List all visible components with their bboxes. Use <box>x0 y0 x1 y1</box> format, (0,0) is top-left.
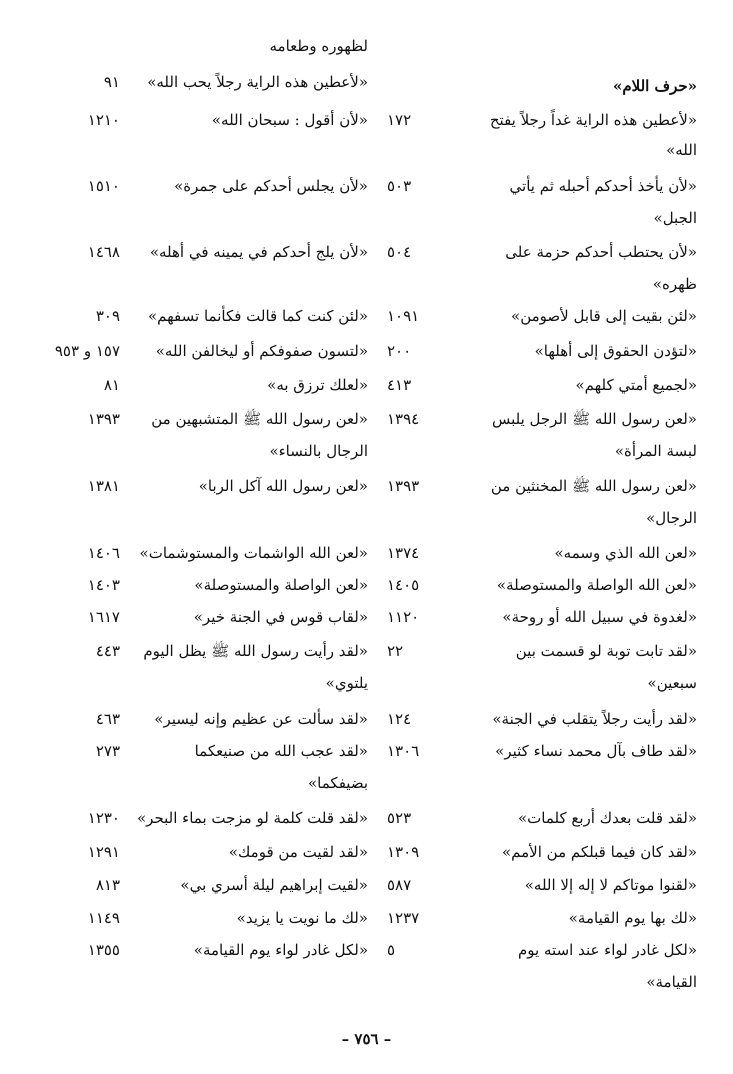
index-entry-number: ١٣٨١ <box>87 477 120 495</box>
index-entry-text: ظهره» <box>652 275 697 293</box>
index-entry-number: ٤١٣ <box>387 376 412 394</box>
index-entry-number: ١٢٩١ <box>87 843 120 861</box>
index-entry-number: ١١٢٠ <box>387 608 420 626</box>
index-entry-number: ١٣٩٤ <box>387 410 420 428</box>
index-entry-text: «لعن الله الواشمات والمستوشمات» <box>139 544 368 562</box>
index-entry-text: «لتسون صفوفكم أو ليخالفن الله» <box>155 342 368 360</box>
index-entry-number: ١٦١٧ <box>87 608 120 626</box>
index-entry-text: «لأن يحتطب أحدكم حزمة على <box>505 243 697 261</box>
index-entry-text: «لقد طاف بآل محمد نساء كثير» <box>495 742 697 760</box>
index-entry-number: ١٤٦٨ <box>87 243 120 261</box>
index-entry-text: بضيفكما» <box>308 774 368 792</box>
index-entry-text: «لكل غادر لواء عند استه يوم <box>518 941 697 959</box>
index-entry-text: «لعلك ترزق به» <box>267 376 368 394</box>
index-entry-text: «لقنوا موتاكم لا إله إلا الله» <box>524 876 697 894</box>
index-entry-number: ٢٢ <box>387 642 404 660</box>
index-entry-text: «لأعطين هذه الراية غداً رجلاً يفتح <box>489 111 697 129</box>
index-entry-text: «لعن رسول الله ﷺ الرجل يلبس <box>491 410 697 428</box>
continuation-text: لظهوره وطعامه <box>269 37 368 55</box>
index-entry-number: ١٧٢ <box>387 111 412 129</box>
index-entry-number: ١٠٩١ <box>387 307 420 325</box>
index-entry-number: ١٢٣٧ <box>387 909 420 927</box>
index-entry-number: ١٣٠٦ <box>387 742 420 760</box>
index-entry-number: ١٢٣٠ <box>87 809 120 827</box>
index-entry-text: القيامة» <box>646 973 697 991</box>
index-entry-text: «لقد رأيت رجلاً يتقلب في الجنة» <box>492 710 697 728</box>
index-entry-text: «لأن يلج أحدكم في يمينه في أهله» <box>149 243 368 261</box>
index-entry-number: ١٤٠٥ <box>387 576 420 594</box>
index-entry-text: «لعن الله الواصلة والمستوصلة» <box>496 576 697 594</box>
index-entry-text: «لقد سألت عن عظيم وإنه ليسير» <box>154 710 368 728</box>
index-entry-number: ١٣٩٣ <box>87 410 120 428</box>
index-entry-text: «لعن رسول الله ﷺ المتشبهين من <box>151 410 368 428</box>
index-entry-text: «لك بها يوم القيامة» <box>568 909 697 927</box>
index-entry-number: ١٣٧٤ <box>387 544 420 562</box>
index-entry-text: «لتؤدن الحقوق إلى أهلها» <box>534 342 697 360</box>
index-entry-number: ٥٠٣ <box>387 177 412 195</box>
index-entry-text: «لعن الله الذي وسمه» <box>554 544 697 562</box>
index-entry-text: لبسة المرأة» <box>614 442 697 460</box>
index-entry-text: «لعن رسول الله ﷺ المخنثين من <box>490 477 697 495</box>
index-entry-text: «لئن كنت كما قالت فكأنما تسفهم» <box>147 307 368 325</box>
index-entry-number: ٥٠٤ <box>387 243 412 261</box>
index-entry-text: «لقد عجب الله من صنيعكما <box>194 742 368 760</box>
index-entry-number: ٨١ <box>103 376 120 394</box>
index-entry-number: ١٣٠٩ <box>387 843 420 861</box>
index-entry-text: «لقيت إبراهيم ليلة أسري بي» <box>180 876 368 894</box>
index-entry-text: «لقد قلت كلمة لو مزجت بماء البحر» <box>136 809 368 827</box>
page-number: – ٧٥٦ – <box>341 1030 392 1048</box>
index-entry-text: «لقد لقيت من قومك» <box>228 843 368 861</box>
index-entry-text: «لكل غادر لواء يوم القيامة» <box>193 941 368 959</box>
index-entry-number: ٥ <box>387 941 396 959</box>
index-entry-number: ١٥١٠ <box>87 177 120 195</box>
index-entry-number: ١٢٤ <box>387 710 412 728</box>
index-entry-text: الرجال بالنساء» <box>269 442 368 460</box>
index-entry-text: «لقاب قوس في الجنة خير» <box>193 608 368 626</box>
index-entry-text: «لأن يجلس أحدكم على جمرة» <box>174 177 368 195</box>
index-entry-text: «لأعطين هذه الراية رجلاً يحب الله» <box>147 73 368 91</box>
index-entry-text: «لجميع أمتي كلهم» <box>575 376 697 394</box>
index-entry-text: سبعين» <box>647 674 697 692</box>
index-entry-number: ٩١ <box>103 73 120 91</box>
index-entry-number: ١٤٠٦ <box>87 544 120 562</box>
index-entry-text: «لعن رسول الله آكل الربا» <box>198 477 368 495</box>
index-entry-number: ٤٦٣ <box>95 710 120 728</box>
index-entry-number: ١٣٩٣ <box>387 477 420 495</box>
section-heading: «حرف اللام» <box>612 77 697 95</box>
index-entry-text: يلتوي» <box>325 674 368 692</box>
index-entry-number: ١١٤٩ <box>87 909 120 927</box>
index-entry-text: «لأن يأخذ أحدكم أحبله ثم يأتي <box>509 177 697 195</box>
index-entry-number: ١٤٠٣ <box>87 576 120 594</box>
index-entry-number: ٢٠٠ <box>387 342 412 360</box>
index-entry-text: «لقد تابت توبة لو قسمت بين <box>515 642 697 660</box>
index-entry-text: الجبل» <box>653 209 697 227</box>
index-entry-text: «لقد رأيت رسول الله ﷺ يظل اليوم <box>143 642 368 660</box>
index-entry-number: ٨١٣ <box>95 876 120 894</box>
index-entry-number: ١٥٧ و ٩٥٣ <box>54 342 120 360</box>
index-entry-number: ٥٢٣ <box>387 809 412 827</box>
index-entry-number: ١٢١٠ <box>87 111 120 129</box>
index-entry-number: ٢٧٣ <box>95 742 120 760</box>
index-entry-text: «لك ما نويت يا يزيد» <box>236 909 368 927</box>
index-entry-text: «لغدوة في سبيل الله أو روحة» <box>502 608 697 626</box>
index-entry-number: ٥٨٧ <box>387 876 412 894</box>
index-entry-number: ٣٠٩ <box>95 307 120 325</box>
index-entry-text: «لأن أقول : سبحان الله» <box>211 111 368 129</box>
index-entry-number: ٤٤٣ <box>95 642 120 660</box>
index-entry-number: ١٣٥٥ <box>87 941 120 959</box>
index-entry-text: «لقد كان فيما قبلكم من الأمم» <box>501 843 697 861</box>
index-entry-text: «لئن بقيت إلى قابل لأصومن» <box>511 307 697 325</box>
index-entry-text: «لقد قلت بعدك أربع كلمات» <box>517 809 697 827</box>
index-entry-text: الله» <box>666 141 697 159</box>
index-entry-text: «لعن الواصلة والمستوصلة» <box>194 576 368 594</box>
index-entry-text: الرجال» <box>646 509 697 527</box>
